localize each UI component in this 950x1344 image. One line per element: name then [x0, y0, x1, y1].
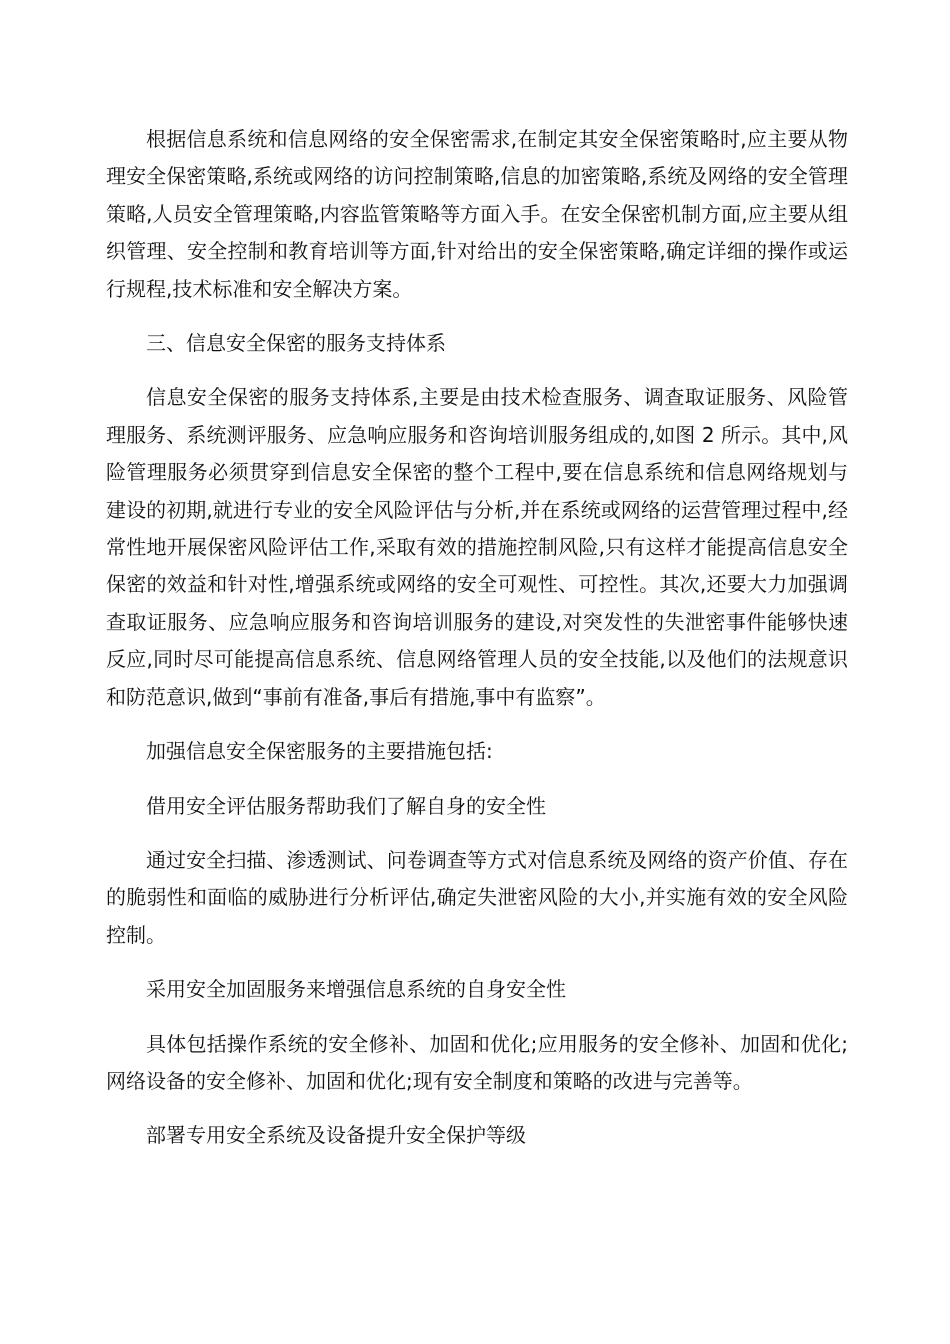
heading-dedicated-security-systems: 部署专用安全系统及设备提升安全保护等级	[146, 1123, 526, 1148]
paragraph-security-strategy: 根据信息系统和信息网络的安全保密需求,在制定其安全保密策略时,应主要从物理安全保密策略,系统或网络的访问控制策略,信息的加密策略,系统及网络的安全管理策略,人员安全管理策略,内容监管策略等方面入手。在安全保密机制方面,应主要从组织管理、安全控制和教育培训等方面,针对给出的安全保密策略,确定详细的操作或运行规程,技术标准和安全解决方案。	[106, 127, 848, 301]
section-heading-service-support: 三、信息安全保密的服务支持体系	[146, 331, 446, 356]
heading-security-assessment: 借用安全评估服务帮助我们了解自身的安全性	[146, 793, 546, 818]
paragraph-security-hardening: 具体包括操作系统的安全修补、加固和优化;应用服务的安全修补、加固和优化;网络设备的安全修补、加固和优化;现有安全制度和策略的改进与完善等。	[106, 1031, 848, 1093]
paragraph-service-support-system: 信息安全保密的服务支持体系,主要是由技术检查服务、调查取证服务、风险管理服务、系统测评服务、应急响应服务和咨询培训服务组成的,如图 2 所示。其中,风险管理服务必须贯穿到信息安全保密的整个工程中,要在信息系统和信息网络规划与建设的初期,就进行专业的安全风险评估与分析,并在系统或网络的运营管理过程中,经常性地开展保密风险评估工作,采取有效的措施控制风险,只有这样才能提高信息安全保密的效益和针对性,增强系统或网络的安全可观性、可控性。其次,还要大力加强调查取证服务、应急响应服务和咨询培训服务的建设,对突发性的失泄密事件能够快速反应,同时尽可能提高信息系统、信息网络管理人员的安全技能,以及他们的法规意识和防范意识,做到“事前有准备,事后有措施,事中有监察”。	[106, 385, 848, 709]
heading-main-measures: 加强信息安全保密服务的主要措施包括:	[146, 739, 493, 764]
paragraph-security-assessment: 通过安全扫描、渗透测试、问卷调查等方式对信息系统及网络的资产价值、存在的脆弱性和面临的威胁进行分析评估,确定失泄密风险的大小,并实施有效的安全风险控制。	[106, 847, 848, 947]
heading-security-hardening: 采用安全加固服务来增强信息系统的自身安全性	[146, 977, 566, 1002]
